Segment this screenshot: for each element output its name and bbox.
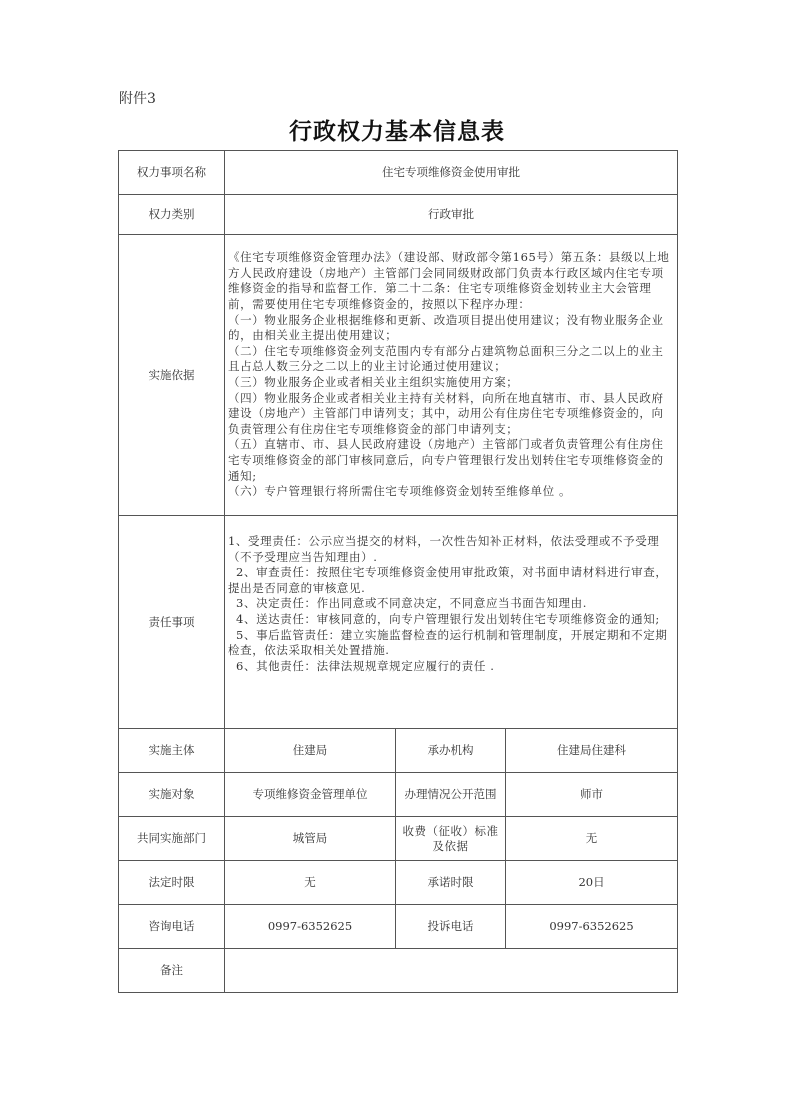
responsibility-paragraph: 4、送达责任：审核同意的，向专户管理银行发出划转住宅专项维修资金的通知; xyxy=(236,611,660,626)
page-title: 行政权力基本信息表 xyxy=(289,118,505,145)
complaint-phone-value: 0997-6352625 xyxy=(506,905,678,949)
fee-standard-label: 收费（征收）标准及依据 xyxy=(396,817,506,861)
inquiry-phone-label: 咨询电话 xyxy=(119,905,225,949)
info-table xyxy=(118,150,678,993)
item-name-label: 权力事项名称 xyxy=(119,151,225,195)
attachment-label: 附件3 xyxy=(119,91,156,107)
responsibility-content xyxy=(225,516,678,729)
row-target xyxy=(119,773,678,817)
basis-paragraph: （六）专户管理银行将所需住宅专项维修资金划转至维修单位 。 xyxy=(228,484,572,499)
implementing-body-value: 住建局 xyxy=(225,729,396,773)
category-value: 行政审批 xyxy=(225,195,678,235)
responsibility-paragraph: 3、决定责任：作出同意或不同意决定，不同意应当书面告知理由. xyxy=(236,596,588,611)
row-responsibility xyxy=(119,516,678,729)
basis-paragraph: 《住宅专项维修资金管理办法》（建设部、财政部令第165号）第五条：县级以上地方人民政府建设（房地产）主管部门会同同级财政部门负责本行政区域内住宅专项维修资金的指导和监督工作．第二十二条：住宅专项维修资金划转业主大会管理前，需要使用住宅专项维修资金的，按照以下程序办理： xyxy=(228,250,670,312)
responsibility-label: 责任事项 xyxy=(119,516,225,729)
implementing-body-label: 实施主体 xyxy=(119,729,225,773)
fee-standard-value: 无 xyxy=(506,817,678,861)
target-value: 专项维修资金管理单位 xyxy=(225,773,396,817)
basis-paragraph: （三）物业服务企业或者相关业主组织实施使用方案； xyxy=(228,375,519,389)
basis-paragraph: （五）直辖市、市、县人民政府建设（房地产）主管部门或者负责管理公有住房住宅专项维修资金的部门审核同意后，向专户管理银行发出划转住宅专项维修资金的通知; xyxy=(228,437,664,483)
remarks-label: 备注 xyxy=(119,949,225,993)
row-item-name xyxy=(119,151,678,195)
row-remarks xyxy=(119,949,678,993)
row-basis xyxy=(119,235,678,516)
legal-time-limit-label: 法定时限 xyxy=(119,861,225,905)
basis-label: 实施依据 xyxy=(119,235,225,516)
inquiry-phone-value: 0997-6352625 xyxy=(225,905,396,949)
remarks-value xyxy=(225,949,678,993)
responsibility-paragraph: 1、受理责任：公示应当提交的材料，一次性告知补正材料，依法受理或不予受理（不予受理应当告知理由）. xyxy=(228,534,660,564)
row-joint-department xyxy=(119,817,678,861)
row-phone xyxy=(119,905,678,949)
row-time-limit xyxy=(119,861,678,905)
legal-time-limit-value: 无 xyxy=(225,861,396,905)
row-category xyxy=(119,195,678,235)
complaint-phone-label: 投诉电话 xyxy=(396,905,506,949)
promised-time-limit-label: 承诺时限 xyxy=(396,861,506,905)
responsibility-paragraph: 5、事后监管责任：建立实施监督检查的运行机制和管理制度，开展定期和不定期检查，依法采取相关处置措施. xyxy=(228,627,668,658)
joint-department-value: 城管局 xyxy=(225,817,396,861)
joint-department-label: 共同实施部门 xyxy=(119,817,225,861)
basis-paragraph: （四）物业服务企业或者相关业主持有关材料，向所在地直辖市、市、县人民政府建设（房地产）主管部门申请列支；其中，动用公有住房住宅专项维修资金的，向负责管理公有住房住宅专项维修资金的部门申请列支； xyxy=(228,390,664,436)
category-label: 权力类别 xyxy=(119,195,225,235)
basis-paragraph: （一）物业服务企业根据维修和更新、改造项目提出使用建议；没有物业服务企业的，由相关业主提出使用建议； xyxy=(228,312,664,343)
target-label: 实施对象 xyxy=(119,773,225,817)
disclosure-scope-value: 师市 xyxy=(506,773,678,817)
basis-paragraph: （二）住宅专项维修资金列支范围内专有部分占建筑物总面积三分之二以上的业主且占总人数三分之二以上的业主讨论通过使用建议； xyxy=(228,343,664,374)
responsibility-paragraph: 2、审查责任：按照住宅专项维修资金使用审批政策，对书面申请材料进行审查，提出是否同意的审核意见. xyxy=(228,565,668,595)
responsibility-paragraph: 6、其他责任：法律法规规章规定应履行的责任 . xyxy=(236,658,495,673)
handling-agency-label: 承办机构 xyxy=(396,729,506,773)
item-name-value: 住宅专项维修资金使用审批 xyxy=(225,151,678,195)
row-implementing-body xyxy=(119,729,678,773)
basis-content xyxy=(225,235,678,516)
disclosure-scope-label: 办理情况公开范围 xyxy=(396,773,506,817)
promised-time-limit-value: 20日 xyxy=(506,861,678,905)
handling-agency-value: 住建局住建科 xyxy=(506,729,678,773)
